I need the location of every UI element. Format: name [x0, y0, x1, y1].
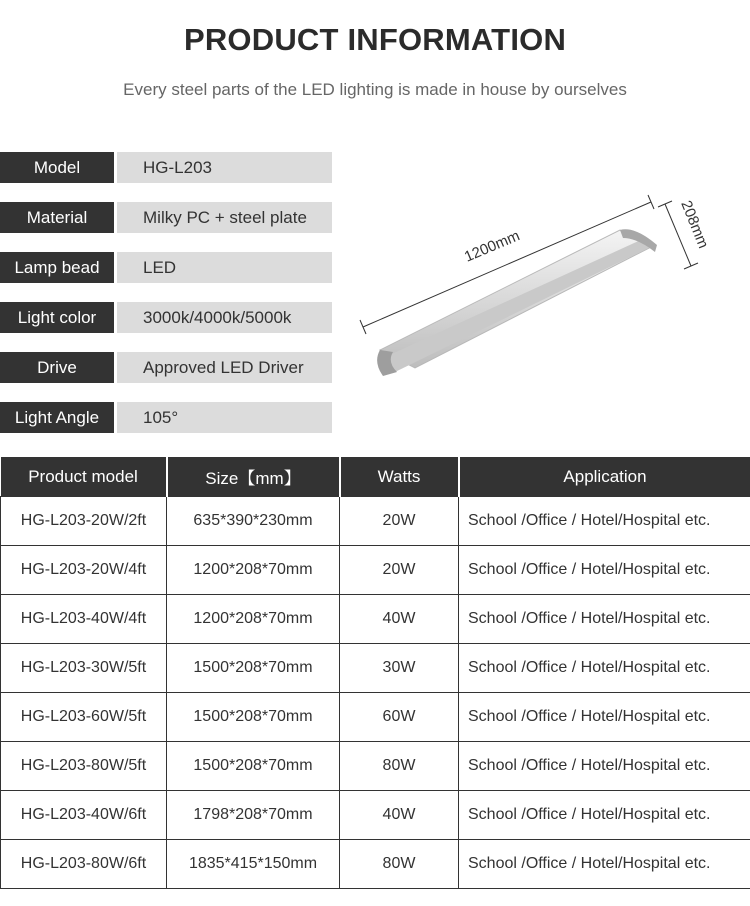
cell-model: HG-L203-20W/4ft	[1, 546, 167, 595]
spec-value: 105°	[117, 402, 332, 433]
cell-model: HG-L203-80W/6ft	[1, 840, 167, 889]
cell-application: School /Office / Hotel/Hospital etc.	[459, 840, 750, 889]
column-header-product-model: Product model	[1, 457, 167, 497]
table-row	[1, 595, 750, 644]
cell-watts: 30W	[340, 644, 459, 693]
cell-watts: 40W	[340, 595, 459, 644]
spec-key: Lamp bead	[0, 252, 114, 283]
cell-application: School /Office / Hotel/Hospital etc.	[459, 546, 750, 595]
cell-application: School /Office / Hotel/Hospital etc.	[459, 644, 750, 693]
cell-model: HG-L203-20W/2ft	[1, 497, 167, 546]
spec-row-light-angle	[0, 402, 332, 433]
spec-value: LED	[117, 252, 332, 283]
spec-key: Drive	[0, 352, 114, 383]
cell-size: 1500*208*70mm	[167, 644, 340, 693]
cell-model: HG-L203-60W/5ft	[1, 693, 167, 742]
lamp-diffuser	[383, 238, 655, 372]
spec-value: 3000k/4000k/5000k	[117, 302, 332, 333]
cell-size: 1500*208*70mm	[167, 693, 340, 742]
page-subtitle: Every steel parts of the LED lighting is made in house by ourselves	[123, 80, 627, 99]
spec-value: HG-L203	[117, 152, 332, 183]
cell-application: School /Office / Hotel/Hospital etc.	[459, 595, 750, 644]
cell-application: School /Office / Hotel/Hospital etc.	[459, 693, 750, 742]
table-row	[1, 840, 750, 889]
spec-key: Model	[0, 152, 114, 183]
cell-size: 1798*208*70mm	[167, 791, 340, 840]
spec-key: Light Angle	[0, 402, 114, 433]
cell-size: 1200*208*70mm	[167, 595, 340, 644]
spec-row-drive	[0, 352, 332, 383]
cell-model: HG-L203-40W/4ft	[1, 595, 167, 644]
cell-watts: 20W	[340, 546, 459, 595]
product-diagram	[355, 190, 725, 400]
product-model-table	[0, 457, 750, 889]
cell-size: 1200*208*70mm	[167, 546, 340, 595]
spec-row-material	[0, 202, 332, 233]
spec-value: Approved LED Driver	[117, 352, 332, 383]
cell-watts: 80W	[340, 840, 459, 889]
cell-model: HG-L203-30W/5ft	[1, 644, 167, 693]
cell-watts: 80W	[340, 742, 459, 791]
table-row	[1, 497, 750, 546]
cell-size: 1835*415*150mm	[167, 840, 340, 889]
width-label: 208mm	[677, 198, 712, 251]
cell-application: School /Office / Hotel/Hospital etc.	[459, 791, 750, 840]
spec-key: Material	[0, 202, 114, 233]
spec-row-model	[0, 152, 332, 183]
table-row	[1, 791, 750, 840]
spec-key: Light color	[0, 302, 114, 333]
column-header-application: Application	[459, 457, 750, 497]
table-row	[1, 742, 750, 791]
table-row	[1, 693, 750, 742]
cell-size: 1500*208*70mm	[167, 742, 340, 791]
cell-model: HG-L203-80W/5ft	[1, 742, 167, 791]
cell-application: School /Office / Hotel/Hospital etc.	[459, 742, 750, 791]
column-header-watts: Watts	[340, 457, 459, 497]
column-header-size: Size【mm】	[167, 457, 340, 497]
cell-watts: 20W	[340, 497, 459, 546]
spec-value: Milky PC + steel plate	[117, 202, 332, 233]
cell-size: 635*390*230mm	[167, 497, 340, 546]
cell-watts: 60W	[340, 693, 459, 742]
width-tick-bottom	[684, 263, 698, 269]
width-tick-top	[658, 201, 672, 207]
spec-row-lamp-bead	[0, 252, 332, 283]
spec-row-light-color	[0, 302, 332, 333]
length-tick-right	[648, 195, 654, 209]
cell-application: School /Office / Hotel/Hospital etc.	[459, 497, 750, 546]
cell-model: HG-L203-40W/6ft	[1, 791, 167, 840]
table-header-row	[1, 457, 750, 497]
table-row	[1, 644, 750, 693]
table-row	[1, 546, 750, 595]
page-title: PRODUCT INFORMATION	[183, 22, 567, 57]
length-label: 1200mm	[461, 227, 523, 266]
length-tick-left	[360, 320, 366, 334]
cell-watts: 40W	[340, 791, 459, 840]
